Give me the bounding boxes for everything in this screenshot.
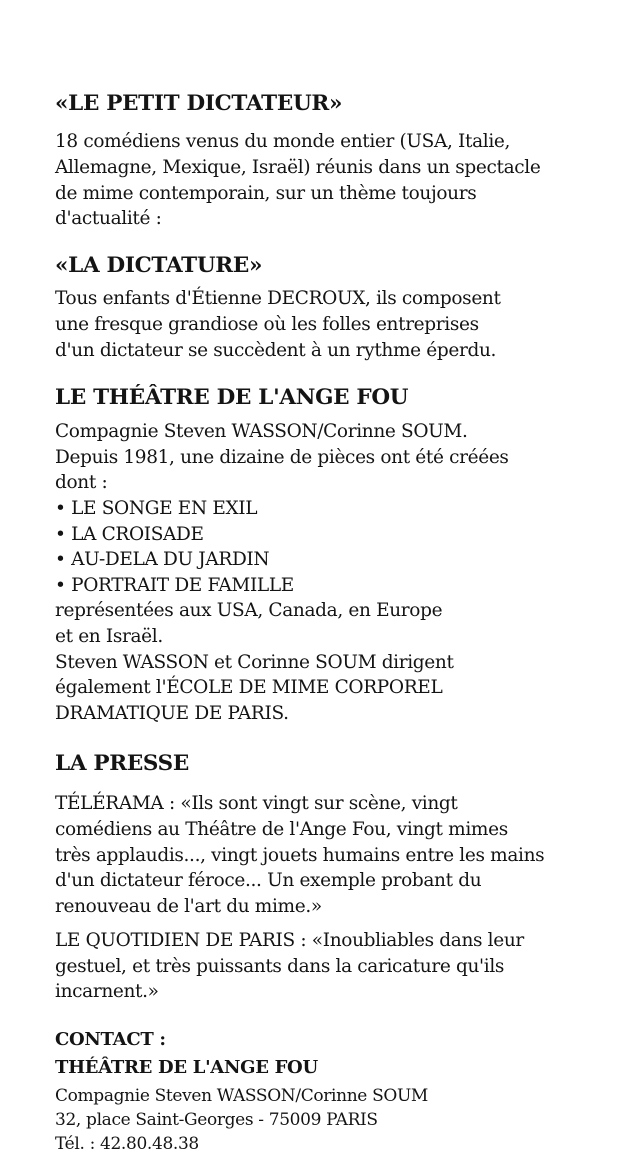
works-list-item: • LA CROISADE	[55, 522, 204, 548]
paragraph-line: dont :	[55, 472, 108, 493]
quote-line: incarnent.»	[55, 981, 159, 1002]
paragraph-line: d'un dictateur se succèdent à un rythme éperdu.	[55, 340, 497, 361]
paragraph-line: Compagnie Steven WASSON/Corinne SOUM.	[55, 421, 468, 442]
paragraph-line: 18 comédiens venus du monde entier (USA, Italie,	[55, 131, 511, 152]
quote-line: très applaudis..., vingt jouets humains entre les mains	[55, 845, 545, 866]
heading-petit-dictateur: «LE PETIT DICTATEUR»	[55, 91, 343, 116]
heading-theatre-ange-fou: LE THÉÂTRE DE L'ANGE FOU	[55, 385, 409, 410]
paragraph-line: DRAMATIQUE DE PARIS.	[55, 703, 289, 724]
paragraph-line: une fresque grandiose où les folles entreprises	[55, 314, 479, 335]
paragraph-line: d'actualité :	[55, 208, 162, 229]
paragraph-line: également l'ÉCOLE DE MIME CORPOREL	[55, 677, 443, 698]
quote-line: gestuel, et très puissants dans la caricature qu'ils	[55, 956, 505, 977]
paragraph-line: Allemagne, Mexique, Israël) réunis dans un spectacle	[55, 157, 541, 178]
paragraph-line: Tous enfants d'Étienne DECROUX, ils composent	[55, 288, 501, 309]
heading-la-presse: LA PRESSE	[55, 751, 189, 776]
paragraph-line: Depuis 1981, une dizaine de pièces ont été créées	[55, 447, 509, 468]
paragraph-line: et en Israël.	[55, 626, 163, 647]
works-list-item: • PORTRAIT DE FAMILLE	[55, 573, 294, 599]
quote-line: LE QUOTIDIEN DE PARIS : «Inoubliables dans leur	[55, 930, 524, 951]
quote-line: comédiens au Théâtre de l'Ange Fou, vingt mimes	[55, 819, 508, 840]
paragraph-line: Steven WASSON et Corinne SOUM dirigent	[55, 652, 454, 673]
quote-line: d'un dictateur féroce... Un exemple probant du	[55, 870, 482, 891]
contact-address: 32, place Saint-Georges - 75009 PARIS	[55, 1110, 378, 1130]
quote-line: TÉLÉRAMA : «Ils sont vingt sur scène, vingt	[55, 793, 458, 814]
contact-label: CONTACT :	[55, 1029, 166, 1050]
contact-name: THÉÂTRE DE L'ANGE FOU	[55, 1057, 318, 1078]
contact-line: Compagnie Steven WASSON/Corinne SOUM	[55, 1086, 428, 1106]
quote-line: renouveau de l'art du mime.»	[55, 896, 322, 917]
contact-phone: Tél. : 42.80.48.38	[55, 1134, 199, 1154]
works-list-item: • AU-DELA DU JARDIN	[55, 547, 269, 573]
paragraph-line: représentées aux USA, Canada, en Europe	[55, 600, 443, 621]
paragraph-line: de mime contemporain, sur un thème toujours	[55, 183, 477, 204]
heading-la-dictature: «LA DICTATURE»	[55, 253, 263, 278]
works-list-item: • LE SONGE EN EXIL	[55, 496, 257, 522]
